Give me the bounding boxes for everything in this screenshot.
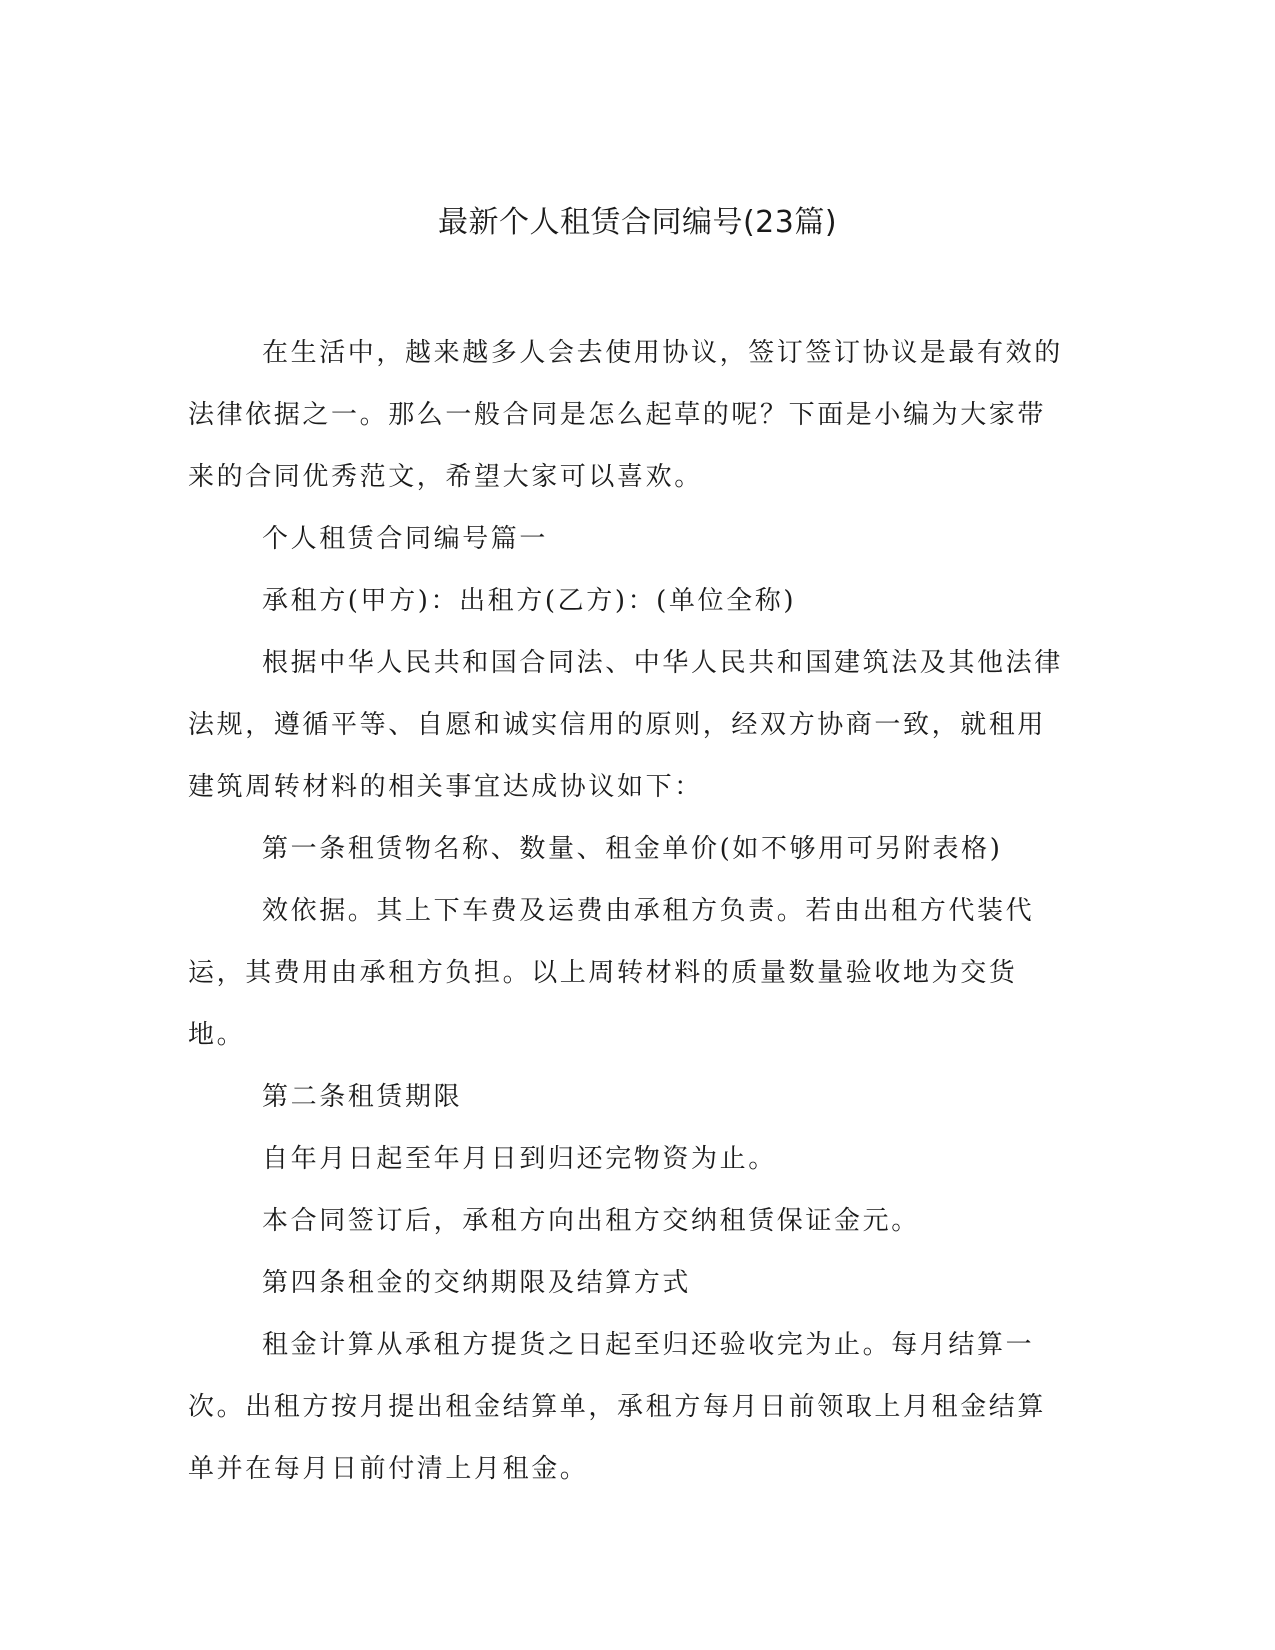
paragraph-transport-costs: 效依据。其上下车费及运费由承租方负责。若由出租方代装代运，其费用由承租方负担。以上周转材料的质量数量验收地为交货地。 [188, 896, 1035, 1050]
document-title: 最新个人租赁合同编号(23篇) [437, 205, 838, 240]
section-heading-part-one: 个人租赁合同编号篇一 [262, 524, 549, 554]
paragraph-intro: 在生活中，越来越多人会去使用协议，签订签订协议是最有效的法律依据之一。那么一般合同是怎么起草的呢？下面是小编为大家带来的合同优秀范文，希望大家可以喜欢。 [188, 338, 1063, 492]
clause-heading-article-2: 第二条租赁期限 [262, 1082, 463, 1112]
paragraph-deposit: 本合同签订后，承租方向出租方交纳租赁保证金元。 [262, 1206, 920, 1236]
paragraph-lease-period: 自年月日起至年月日到归还完物资为止。 [262, 1144, 777, 1174]
clause-heading-article-1: 第一条租赁物名称、数量、租金单价(如不够用可另附表格) [262, 834, 1003, 864]
paragraph-rent-settlement: 租金计算从承租方提货之日起至归还验收完为止。每月结算一次。出租方按月提出租金结算单，承租方每月日前领取上月租金结算单并在每月日前付清上月租金。 [188, 1330, 1047, 1484]
clause-heading-article-4: 第四条租金的交纳期限及结算方式 [262, 1268, 692, 1298]
document-body [188, 322, 1068, 1500]
paragraph-legal-basis: 根据中华人民共和国合同法、中华人民共和国建筑法及其他法律法规，遵循平等、自愿和诚实信用的原则，经双方协商一致，就租用建筑周转材料的相关事宜达成协议如下： [188, 648, 1063, 802]
paragraph-parties: 承租方(甲方)：出租方(乙方)：(单位全称) [262, 586, 797, 616]
